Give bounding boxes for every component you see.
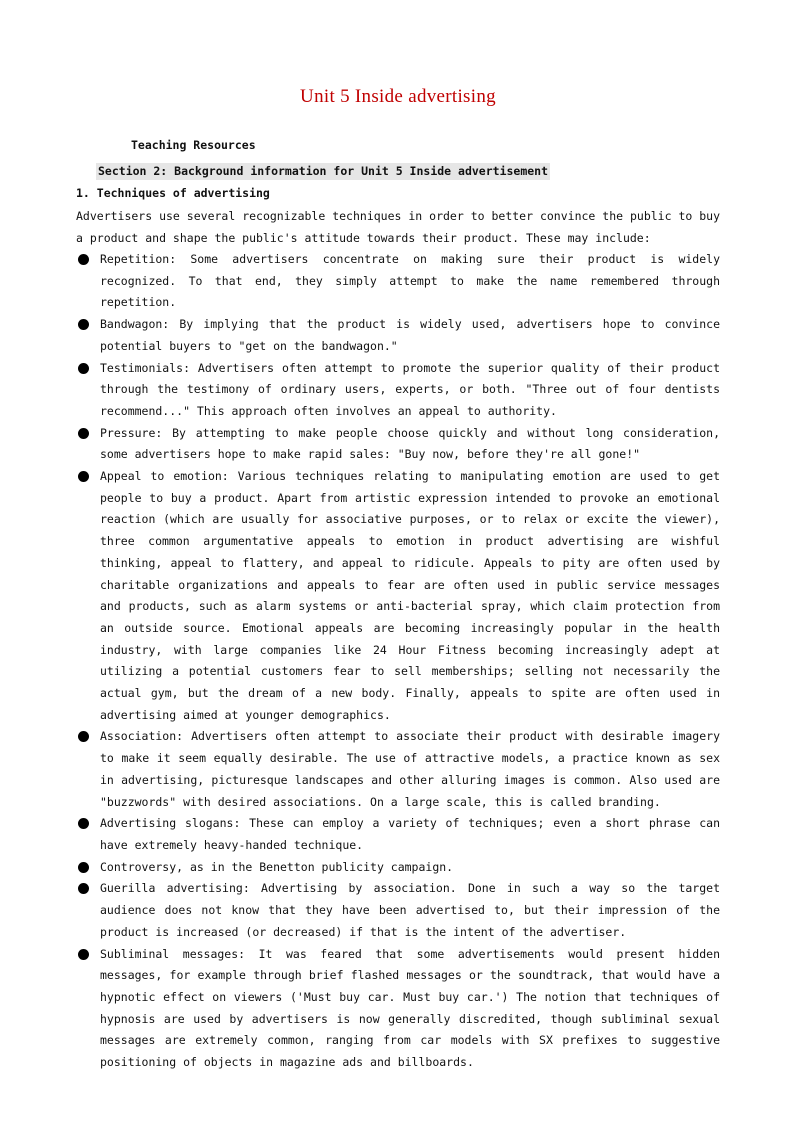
bullet-icon	[78, 883, 89, 894]
list-item	[76, 249, 720, 314]
bullet-icon	[78, 319, 89, 330]
list-item-text: Association: Advertisers often attempt to associate their product with desirable imagery to make it seem equally desirable. The use of attractive models, a practice known as sex in advertising, picturesque landscapes and other alluring images is common. Also used are "buzzwords" with desired associations. On a large scale, this is called branding.	[100, 729, 720, 809]
list-item	[76, 314, 720, 357]
list-item-text: Controversy, as in the Benetton publicity campaign.	[100, 859, 454, 874]
page-title: Unit 5 Inside advertising	[300, 86, 496, 107]
bullet-icon	[78, 949, 89, 960]
list-item	[76, 878, 720, 943]
list-item-text: Testimonials: Advertisers often attempt to promote the superior quality of their product through the testimony of ordinary users, experts, or both. "Three out of four dentists recommend..." This approach often involves an appeal to authority.	[100, 360, 720, 418]
techniques-list	[76, 249, 720, 1074]
list-item-text: Guerilla advertising: Advertising by association. Done in such a way so the target audience does not know that they have been advertised to, but their impression of the product is increased (or decreased) if that is the intent of the advertiser.	[100, 881, 720, 939]
list-item-text: Appeal to emotion: Various techniques relating to manipulating emotion are used to get people to buy a product. Apart from artistic expression intended to provoke an emotional reaction (which are usually for associative purposes, or to relax or excite the viewer), three common argumentative appeals to emotion in product advertising are wishful thinking, appeal to flattery, and appeal to ridicule. Appeals to pity are often used by charitable organizations and appeals to fear are often used in public service messages and products, such as alarm systems or anti-bacterial spray, which claim protection from an outside source. Emotional appeals are becoming increasingly popular in the health industry, with large companies like 24 Hour Fitness becoming increasingly adept at utilizing a potential customers fear to sell memberships; selling not necessarily the actual gym, but the dream of a new body. Finally, appeals to spite are often used in advertising aimed at younger demographics.	[100, 469, 720, 722]
list-item	[76, 944, 720, 1074]
section-heading: 1. Techniques of advertising	[76, 186, 270, 200]
bullet-icon	[78, 428, 89, 439]
list-item-text: Pressure: By attempting to make people choose quickly and without long consideration, some advertisers hope to make rapid sales: "Buy now, before they're all gone!"	[100, 425, 720, 462]
bullet-icon	[78, 818, 89, 829]
list-item-text: Subliminal messages: It was feared that some advertisements would present hidden messages, for example through brief flashed messages or the soundtrack, that would have a hypnotic effect on viewers ('Must buy car. Must buy car.') The notion that techniques of hypnosis are used by advertisers is now generally discredited, though subliminal sexual messages are extremely common, ranging from car models with SX prefixes to suggestive positioning of objects in magazine ads and billboards.	[100, 946, 720, 1070]
bullet-icon	[78, 471, 89, 482]
intro-paragraph: Advertisers use several recognizable techniques in order to better convince the public to buy a product and shape the public's attitude towards their product. These may include:	[76, 209, 720, 245]
list-item-text: Bandwagon: By implying that the product is widely used, advertisers hope to convince potential buyers to "get on the bandwagon."	[100, 317, 720, 353]
list-item	[76, 466, 720, 726]
list-item-text: Advertising slogans: These can employ a variety of techniques; even a short phrase can have extremely heavy-handed technique.	[100, 816, 720, 852]
list-item	[76, 726, 720, 813]
section-label: Section 2: Background information for Unit 5 Inside advertisement	[98, 164, 549, 178]
bullet-icon	[78, 363, 89, 374]
bullet-icon	[78, 254, 89, 265]
bullet-icon	[78, 862, 89, 873]
list-item	[76, 813, 720, 856]
teaching-resources-label: Teaching Resources	[131, 138, 256, 152]
list-item	[76, 358, 720, 423]
bullet-icon	[78, 731, 89, 742]
list-item	[76, 423, 720, 466]
list-item	[76, 857, 720, 879]
list-item-text: Repetition: Some advertisers concentrate on making sure their product is widely recognized. To that end, they simply attempt to make the name remembered through repetition.	[100, 252, 720, 310]
